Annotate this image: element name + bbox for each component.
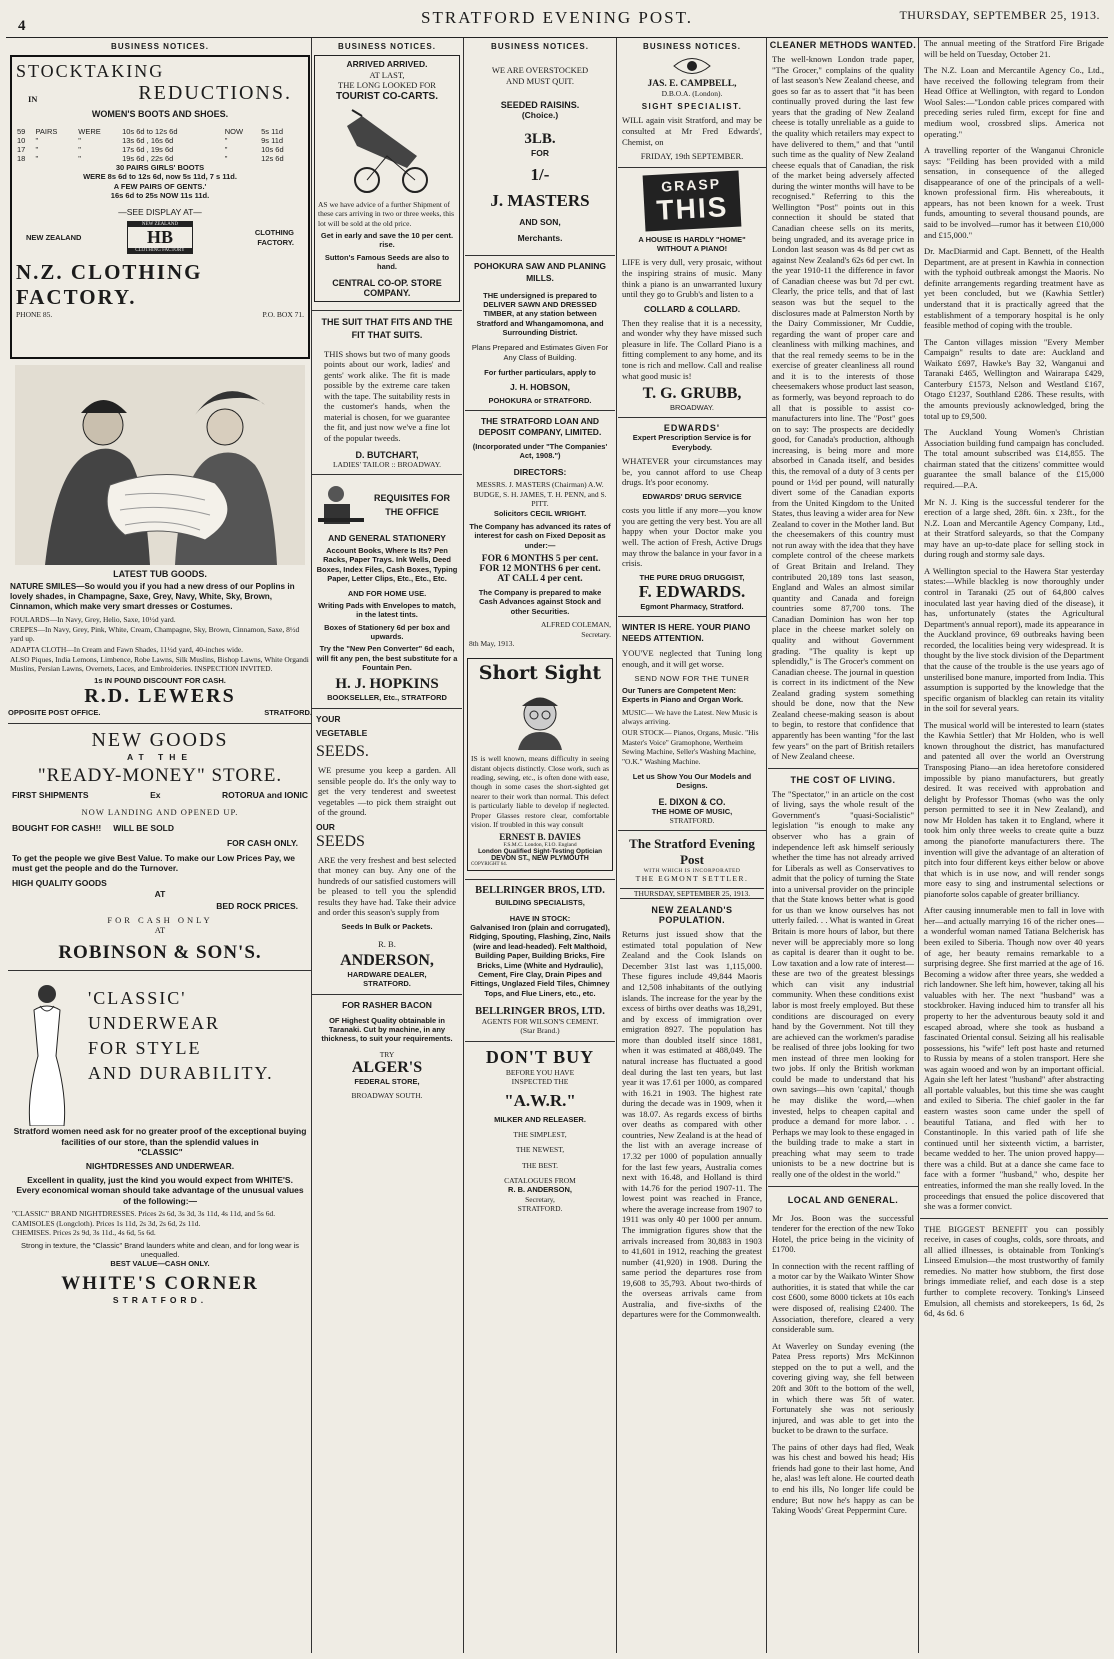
ad-text: —SEE DISPLAY AT—	[118, 206, 202, 217]
clerk-illustration	[316, 480, 366, 530]
ad-text: IN	[28, 94, 38, 105]
co-carts-ad	[314, 55, 460, 302]
ad-title: AND DURABILITY.	[88, 1063, 274, 1084]
ad-title: The Stratford Evening Post	[629, 836, 755, 868]
eye-icon	[672, 55, 712, 77]
column-2	[312, 38, 462, 1653]
ad-title: FOR RASHER BACON	[342, 999, 432, 1010]
paper-nameplate	[618, 836, 766, 899]
ad-text: AND MUST QUIT.	[506, 75, 574, 86]
column-4	[618, 38, 766, 1653]
article-body: The well-known London trade paper, "The Grocer," complains of the quality of last season's New Zealand cheese, and goes so far as to assert that "it has been continually proved during the last few years that the grading of New Zealand cheese is totally unreliable as a guide to the quality which retailers may expect to have delivered to them," and that "until such time as the quality of New Zealand cheese equals that of Canadian, the risk of the market being adversely affected during the winter months will have to be recognised." Referring to this the Wellington "Post" points out in this connection it should be stated that Canadian cheese sells on its merits, being ungraded, and its average price in London last season was 4s 8d per cwt as against New Zealand's 62s 6d per cwt. In the year 1910-11 the difference in favor of Canadian cheese was but 7d per cwt. Clearly, the price tells, and that of last season was but the sequel to the disclosures made at Palmerston North by the Dairy Commissioner, Mr Cuddie, regarding the want of proper care and cleanliness with milking machines, and that the real remedy seems to be in the exercise of greater cleanliness all round and it is to the interests of those cheesemakers whose product last season, as formerly, was beyond reproach to do all that is possible to assist co-manufacturers into line. The "Post" goes on to say: The prospects are decidedly good, for Canada's production, although increasing, is being more and more absorbed in Canada itself, and besides this, the removal of a duty of 3 cents per pound or 1½d per pound, will naturally divert some of the Canadian exports from the United Kingdom to the United States, thus leaving a wider area for New Zealand to cover in the Mother land. But the cheesemakers of this country must not run away with the idea that they have complete control of the cheese markets of Great Britain and Ireland. They contributed 20,189 tons last season, England and Wales an almost similar quantity and Canada and foreign countries some 87,700 tons. The Canadian Dominion has won her top place in the cheese market solely on quality and without Government grading. "The quality is kept up splendidly," is The Grocer's comment on Canadian cheese. The journal in question is correct in its indictment of the New Zealand grading system something should be done, now that the New Zealand cheese-making season is about to begin, to restore that confidence that apparently has been wanting "for the last few years" on the part of British retailers of New Zealand cheese.	[772, 54, 914, 762]
ad-title: VEGETABLE	[316, 728, 368, 739]
ad-text: HIGH QUALITY GOODS	[12, 877, 107, 888]
firm-name: J. MASTERS	[490, 190, 590, 210]
newspaper-title: STRATFORD EVENING POST.	[421, 8, 693, 27]
firm-name: F. EDWARDS.	[638, 582, 746, 601]
firm-name: ANDERSON,	[340, 951, 434, 969]
article-heading: LOCAL AND GENERAL.	[787, 1194, 899, 1205]
ad-text: BOUGHT FOR CASH!!	[12, 823, 102, 834]
ad-text: F.S.M.C. London, F.I.O. England	[503, 842, 577, 849]
ad-text: "CLASSIC"	[137, 1147, 183, 1158]
ad-title: TOURIST CO-CARTS.	[335, 90, 439, 102]
pram-illustration	[327, 106, 447, 196]
price-cell: 10s 6d to 12s 6d	[122, 127, 178, 136]
news-item: A Wellington special to the Hawera Star yesterday states:—While blackleg is now thoroughly under control in Taranaki (25 out of 64,800 calves inoculated last year having died of the disease), it has, unfortunately (states the Agricultural Department's annual report), made its appearance in the Auckland province, 69 outbreaks having been recorded, the localities being very widespread. It is thought by the live stock division of the Department that the cause of the trouble is the use years ago of unsterilised bone manure, imported from India. This assumption is supported by the knowledge that the specific organism of blackleg can retain its vitality in the soil for several years.	[924, 565, 1104, 714]
firm-name: J. H. HOBSON,	[510, 381, 570, 392]
ad-text: YOU'VE neglected that Tuning long enough, and it will get worse.	[622, 648, 762, 670]
ad-title: GRASP	[660, 175, 722, 195]
ad-text: BROADWAY.	[669, 403, 715, 413]
ad-text: FEDERAL STORE,	[354, 1077, 420, 1087]
ad-text: STRATFORD.	[517, 1204, 563, 1214]
price-row	[16, 154, 304, 163]
price-row	[16, 127, 304, 136]
column-3	[465, 38, 615, 1653]
awr-milker-ad	[465, 1047, 615, 1214]
firm-name: R.D. LEWERS	[84, 685, 236, 708]
ad-title: STOCKTAKING	[16, 61, 165, 81]
ad-text: Our Tuners are Competent Men: Experts in Piano and Organ Work.	[622, 685, 744, 705]
edwards-ad	[618, 423, 766, 611]
ad-text: NOW LANDING AND OPENED UP.	[81, 806, 239, 817]
ad-text: ARRIVED ARRIVED.	[346, 59, 428, 69]
firm-name: BELLRINGER BROS, LTD.	[475, 885, 605, 897]
price-cell: WERE	[78, 127, 101, 136]
column-6	[920, 38, 1108, 1653]
price-cell: 17s 6d , 19s 6d	[122, 145, 174, 154]
ad-text: STRATFORD.	[264, 708, 312, 718]
butchart-ad	[312, 316, 462, 469]
ad-title: FOR STYLE	[88, 1038, 202, 1059]
news-item: The N.Z. Loan and Mercantile Agency Co., Ltd., have received the following telegram from their Head Office at Wellington, with regard to London Wool Sales:—"London cable prices compared with preceding series ruled firm, except for fine and medium wool, crossbred slips. America not operating."	[924, 65, 1104, 139]
price-cell: NOW	[224, 127, 244, 136]
ad-text: FOULARDS—In Navy, Grey, Helio, Saxe, 10½d yard.	[10, 614, 176, 624]
ad-text: WITH WHICH IS INCORPORATED	[643, 868, 741, 875]
ad-text: BED ROCK PRICES.	[216, 901, 298, 912]
price-cell: 12s 6d	[261, 154, 284, 163]
whites-ad	[8, 976, 312, 1305]
ad-text: STRATFORD.	[669, 816, 715, 826]
ad-text: London Qualified Sight-Testing Optician	[477, 848, 603, 856]
price-cell: "	[35, 154, 39, 163]
ad-text: MUSIC— We have the Latest. New Music is always arriving.	[622, 707, 758, 727]
ad-text: AT	[154, 925, 166, 936]
price-cell: "	[78, 154, 81, 163]
fabric-shop-illustration	[15, 365, 305, 565]
dixon-ad	[618, 622, 766, 825]
column-header: BUSINESS NOTICES.	[643, 42, 741, 51]
ad-text: HARDWARE DEALER,	[347, 969, 427, 979]
column-header: BUSINESS NOTICES.	[338, 42, 436, 51]
ad-text: Solicitors CECIL WRIGHT.	[493, 508, 587, 518]
short-sight-ad	[467, 658, 613, 871]
news-item: Dr. MacDiarmid and Capt. Bennett, of the Health Department, are at present in Kawhia in connection with the typhoid outbreak amongst the Maoris. No definite arrangements regarding treatment have as yet been concluded, but we (Kawhia Settler) understand that it is practically agreed that the establishment of a temporary hospital is he only feasible method of coping with the trouble.	[924, 246, 1104, 331]
grasp-this-graphic	[643, 170, 742, 231]
ad-text: Secretary.	[581, 629, 611, 639]
ad-text: NEW ZEALAND	[26, 232, 82, 242]
ad-text: ROTORUA and IONIC	[222, 790, 308, 801]
price-cell: 5s 11d	[261, 127, 284, 136]
ad-text: FRIDAY, 19th SEPTEMBER.	[640, 151, 744, 162]
ad-text: Merchants.	[517, 233, 563, 244]
population-article	[618, 905, 766, 1320]
ad-text: WILL BE SOLD	[113, 823, 175, 834]
price-cell: 10	[17, 136, 26, 145]
price-cell: "	[78, 145, 81, 154]
news-item: The musical world will be interested to learn (states the Kawhia Settler) that Mr Holden, who is well known throughout the district, has manufactured and patented all over the world an Overstrung Transposing Piano—an idea heretofore considered impossible by piano manufacturers, but greatly desired. It was received with approbation and delight by Professor Thomas (who was the only person permitted to see it in New Zealand), and now Mr Holden has taken it to England, where it took him only three weeks to create quite a buzz among the pianoforte manufacturers there. The invention will give the advantage of an alteration of pitch into four different keys either below or above that which is in use now, and will render songs more easy to sing and instrumental selections or pianoforte solos capable of greater brilliancy.	[924, 719, 1104, 899]
price-cell: "	[35, 145, 39, 154]
article-body: At Waverley on Sunday evening (the Patea Press reports) Mrs McKinnon stepped on the to put a well, and the covering giving way, she fell between 20ft and 30ft to the bottom of the well, in which there was 5ft of water. Fortunately she was not seriously injured, and was able to get into the bucket to be drawn to the surface.	[772, 1340, 914, 1436]
firm-name: CENTRAL CO-OP. STORE COMPANY.	[332, 277, 442, 298]
ad-text: (Choice.)	[521, 110, 559, 121]
firm-name: ERNEST B. DAVIES	[499, 832, 581, 843]
ad-text: costs you little if any more—you know you are getting the very best. You are all happy when your Doctor make you well. The action of Fresh, Active Drugs may throw the balance in your favor in a crisis.	[622, 505, 762, 569]
firm-name: WHITE'S CORNER	[61, 1272, 259, 1294]
ad-title: YOUR	[316, 713, 341, 724]
ad-title: UNDERWEAR	[88, 1013, 220, 1034]
ad-text: AT	[154, 888, 166, 899]
price-cell: 59	[17, 127, 26, 136]
ad-text: DEVON ST., NEW PLYMOUTH	[491, 855, 589, 863]
firm-name: E. DIXON & CO.	[658, 796, 726, 807]
ad-text: AGENTS FOR WILSON'S CEMENT.	[481, 1017, 599, 1026]
price-cell: PAIRS	[35, 127, 58, 136]
ad-text: IS is well known, means difficulty in seeing distant objects distinctly. Close work, such as reading, sewing, etc., is often done with ease, though in some cases the short-sighted get nearer to their work than normal. This defect is particularly liable to develop if neglected. Proper Glasses restore clear, comfortable vision. If troubled in this way consult	[471, 754, 609, 829]
ad-text: NATURE SMILES—So would you if you had a new dress of our Poplins in lovely shades, in Champagne, Saxe, Grey, Navy, White, Sky, Brown, Cinnamon, which make very smart dresses or Costumes.	[10, 582, 295, 611]
ad-text: THIS shows but two of many goods points about our work, ladies' and gents' work alike. The fit is made possible by the extreme care taken with the tape. The suitability rests in the customer's hands, when the material is chosen, for we guarantee the fit, and just now we've a fine lot of the popular tweeds.	[324, 348, 450, 443]
masters-ad	[465, 55, 615, 250]
anderson-ad	[312, 714, 462, 989]
ad-text: For further particulars, apply to	[484, 368, 596, 378]
ad-text: A FEW PAIRS OF GENTS.'	[113, 181, 207, 191]
ad-text: 16s 6d to 25s NOW 11s 11d.	[110, 191, 210, 201]
ad-text: MILKER AND RELEASER.	[494, 1114, 586, 1124]
ad-text: HAVE IN STOCK:	[509, 913, 571, 923]
price-cell: "	[78, 136, 81, 145]
ad-text: Sutton's Famous Seeds are also to hand.	[324, 252, 450, 272]
ad-text: WHATEVER your circumstances may be, you cannot afford to use Cheap drugs. It's poor economy.	[622, 456, 762, 488]
ad-text: FOR 12 MONTHS 6 per cent.	[479, 564, 601, 574]
ad-title: SEEDED RAISINS.	[500, 100, 580, 111]
ad-text: Get in early and save the 10 per cent. rise.	[320, 231, 454, 250]
ad-text: Galvanised Iron (plain and corrugated), Ridging, Spouting, Flashing, Zinc, Nails (wire and lead-headed). Felt Malthoid, Building Paper, Building Bricks, Fire Bricks, Lime (White and Hydraulic), Cement, Fire Clay, Drain Pipes and Fittings, Unglazed Field Tiles, Chimney Tops, and Flue Liners, etc., etc.	[469, 923, 611, 998]
ad-text: MESSRS. J. MASTERS (Chairman) A.W. BUDGE, S. H. JAMES, T. H. PENN, and S. PITT.	[473, 480, 607, 509]
ad-text: TRY	[379, 1049, 395, 1059]
article-heading: CLEANER METHODS WANTED.	[769, 40, 917, 50]
ad-title: OUR	[316, 821, 335, 832]
ad-title: "READY-MONEY" STORE.	[37, 765, 283, 787]
firm-name: ROBINSON & SON'S.	[58, 942, 262, 964]
ad-text: POHOKURA or STRATFORD.	[488, 395, 592, 405]
ad-title: THIS	[655, 190, 730, 226]
price-cell: 19s 6d , 22s 6d	[122, 154, 174, 163]
logo-text: CLOTHING FACTORY	[128, 248, 192, 253]
ad-text: Stratford women need ask for no greater proof of the exceptional buying facilities of our store, than the splendid values in	[13, 1126, 307, 1147]
article-body: Returns just issued show that the estimated total population of New Zealand and the Cook Islands on December 31st last was 1,115,000. These figures include 49,844 Maoris and 12,508 inhabitants of the outlying islands. The increase for the year by the excess of births over deaths was 18,291, and by excess of immigration over emigration 8927. The population has more than doubled itself since 1881, when it was estimated at 488,049. The natural increase has fluctuated a good deal during the last ten years, but last year it was 17.61 per 1000, as compared with 16.21 in 1903. The highest rate during the decade was in 1909, when it was 18.07. As regards excess of births over deaths as compared with other countries, New Zealand is at the head of the list with an average increase of 17.32 per 1000 of population annually for the last few years, Australia comes next with 16.48, and Holland is third with 14.76 for the period 1907-11. The lowest point was reached in France, where the average increase from 1907 to 1911 was only 40 per 1000 per annum. The immigration figures show that the arrivals increased from 30,883 in 1903 to 41,601 in 1912, reaching the greatest number (41,920) in 1908. During the same period the departures rose from 19,608 to 35,793. About two-thirds of the overseas arrivals came from Australia, and five-sixths of the departures were for the Commonwealth.	[622, 929, 762, 1320]
price-table	[16, 127, 304, 163]
ad-text: Account Books, Where Is Its? Pen Racks, Paper Trays. Ink Wells, Deed Boxes, Index Files, Cash Boxes, Typing Paper, Letter Clips, Etc., Etc., Etc.	[316, 545, 458, 584]
ad-text: Let us Show You Our Models and Designs.	[632, 771, 752, 791]
article-heading: THE COST OF LIVING.	[790, 774, 896, 785]
ad-text: AT LAST,	[369, 69, 405, 80]
ad-text: NIGHTDRESSES AND UNDERWEAR.	[85, 1160, 235, 1171]
ad-title: THE STRATFORD LOAN AND DEPOSIT COMPANY, LIMITED.	[478, 415, 602, 437]
ad-text: CATALOGUES FROM	[504, 1176, 576, 1185]
hopkins-ad	[312, 480, 462, 703]
ad-text: Ex	[150, 790, 161, 801]
ad-text: LIFE is very dull, very prosaic, without the inspiring strains of music. Many think a piano is an unwarranted luxury until they go to Grubb's and listen to a	[622, 257, 762, 300]
news-item: The Auckland Young Women's Christian Association building fund campaign has concluded. The total amount subscribed was £14,855. The chairman stated that the citizens' committee would guarantee the small balance of the £15,000 required.—P.A.	[924, 427, 1104, 490]
ad-text: SEND NOW FOR THE TUNER	[634, 673, 750, 683]
ad-text: CHEMISES. Prices 2s 9d, 3s 11d., 4s 6d, 5s 6d.	[12, 1228, 156, 1238]
ad-title: Expert Prescription Service is for Everybody.	[632, 433, 752, 452]
ad-text: FOR	[531, 147, 549, 158]
ad-subtitle: WOMEN'S BOOTS AND SHOES.	[91, 109, 229, 119]
ad-text: 30 PAIRS GIRLS' BOOTS	[115, 163, 205, 172]
ad-title: A HOUSE IS HARDLY "HOME" WITHOUT A PIANO!	[638, 234, 746, 254]
ad-text: Plans Prepared and Estimates Given For Any Class of Building.	[471, 343, 609, 362]
ad-text: 1s IN POUND DISCOUNT FOR CASH.	[94, 675, 226, 685]
ad-text: STRATFORD.	[363, 979, 411, 989]
ad-title: WINTER IS HERE. YOUR PIANO NEEDS ATTENTION.	[622, 622, 751, 644]
price-cell: 13s 6d , 16s 6d	[122, 136, 174, 145]
ad-text: The Company is prepared to make Cash Advances against Stock and other Securities.	[478, 588, 602, 616]
ad-text: OF Highest Quality obtainable in Taranaki. Cut by machine, in any thickness, to suit your requirements.	[321, 1015, 453, 1044]
price-cell: "	[224, 154, 228, 163]
ad-text: THE SIMPLEST,	[513, 1129, 567, 1139]
ad-text: FOR 6 MONTHS 5 per cent.	[481, 554, 599, 564]
price-row	[16, 145, 304, 154]
ad-text: Then they realise that it is a necessity, and wonder why they have missed such pleasure in life. The Collard Piano is a fitting complement to any home, and its tone is rich and mellow. Call and realise what good music is!	[622, 317, 762, 381]
article-heading: NEW ZEALAND'S POPULATION.	[651, 905, 733, 926]
issue-date: THURSDAY, SEPTEMBER 25, 1913.	[899, 8, 1100, 22]
firm-name: H. J. HOPKINS	[335, 676, 439, 693]
ad-text: Every economical woman should take advantage of the unusual values of the following:—	[16, 1185, 304, 1206]
ad-text: ALFRED COLEMAN,	[540, 620, 611, 630]
ad-text: ADAPTA CLOTH—In Cream and Fawn Shades, 11½d yard, 40-inches wide.	[10, 644, 244, 654]
price-cell: 10s 6d	[261, 145, 284, 154]
ad-text: AT THE	[126, 751, 194, 762]
ad-text: BEST VALUE—CASH ONLY.	[110, 1259, 210, 1269]
ad-text: To get the people we give Best Value. To make our Low Prices Pay, we must get the people and do the Turnover.	[12, 852, 295, 874]
ad-text: Try the "New Pen Converter" 6d each, will fit any pen, the best substitute for a Fountain Pen.	[316, 644, 458, 673]
ad-title: REDUCTIONS.	[138, 82, 292, 104]
firm-name: ALGER'S	[351, 1059, 423, 1077]
news-item: The Canton villages mission "Every Member Campaign" results to date are: Auckland and Waikato £697, Hawke's Bay 32, Wanganui and Taranaki £465, Wellington and Wairarapa £429, Canterbury £1573, Nelson and Westland £167, Otago £1237, Southland £286. These results, with the amounts previously acknowledged, bring the total up to £9,500.	[924, 336, 1104, 421]
ad-text: Strong in texture, the "Classic" Brand launders white and clean, and for long wear is unequalled.	[21, 1240, 299, 1259]
ad-title: "A.W.R."	[504, 1090, 576, 1110]
ad-text: Boxes of Stationery 6d per box and upwards.	[324, 622, 450, 641]
article-body: In connection with the recent raffling of a motor car by the Waikato Winter Show authorities, it is stated that while the car cost £600, some 8000 tickets at 10s each were disposed of, realising £2400. The Association, therefore, cleared a very considerable sum.	[772, 1260, 914, 1335]
robinson-ad	[8, 729, 312, 965]
ad-title: THE SUIT THAT FITS AND THE FIT THAT SUITS.	[321, 316, 453, 340]
ad-text: BEFORE YOU HAVE	[505, 1067, 575, 1077]
ad-text: THE NEWEST,	[515, 1145, 565, 1155]
stocktaking-ad	[10, 55, 310, 359]
campbell-ad	[618, 55, 766, 162]
ad-text: ALSO Piques, India Lemons, Limbence, Robe Lawns, Silk Muslins, Bishop Lawns, White Organdi Muslins, Persian Lawns, Overnets, Laces, and Embroideries. INSPECTION INVITED.	[10, 655, 309, 674]
firm-name: BELLRINGER BROS, LTD.	[475, 1006, 605, 1017]
ad-text: BUILDING SPECIALISTS,	[495, 898, 585, 908]
ad-text: Secretary,	[525, 1194, 555, 1204]
ad-text: CAMISOLES (Longcloth). Prices 1s 11d, 2s 3d, 2s 6d, 2s 11d.	[12, 1218, 201, 1228]
news-item: After causing innumerable men to fall in love with her—and actually marrying 16 of the richer ones—a wonderful woman named Tatiana Belcherisk has been exiled to Siberia. Though now over 40 years of age, her beauty remains remarkable to a surprising degree. She first married at the age of 16. Becoming a widow after three years, she wedded a rich landowner. She left him, however, taking all his valuables with her. The next "husband" was a stockbroker. Having induced him to transfer all his property to her the adventurous beauty sold it and escaped abroad, where she took as husband a fascinated Oriental consul. Seizing all his realisable possessions, his "wife" left post haste and returned to Russia by means of a stolen transport. Here she was again wooed and won by an important official. Again she left her latest "husband" after abstracting all portable valuables, but this time she was caught and exiled to Siberia. The chief gaoler in the far eastern wastes soon came under the spell of beautiful Tatiana, and fled with her to Constantinople. In this varied path of life she continued until her sixteenth victim, a barrister, became wedded to her. The union proved happy—there was a child. But at a dance she came face to face with a former "husband," who, despite her entreaties, informed the man she really loved. In the proceedings that ensued the police discovered that she was a former convict.	[924, 905, 1104, 1212]
bellringer-ad	[465, 885, 615, 1036]
grubb-piano-ad	[618, 173, 766, 413]
price-row	[16, 136, 304, 145]
ad-text: THE undersigned is prepared to DELIVER SAWN AND DRESSED TIMBER, at any station between Stratford and Whangamomona, and Surrounding District.	[476, 290, 604, 338]
ad-title: NEW GOODS	[91, 728, 229, 751]
ad-title: SEEDS	[316, 832, 365, 850]
logo-text: NEW ZEALAND	[128, 222, 192, 227]
ad-text: WERE 8s 6d to 12s 6d, now 5s 11d, 7 s 11d.	[83, 172, 237, 182]
ad-text: Excellent in quality, just the kind you would expect from WHITE'S.	[27, 1174, 293, 1185]
logo-mark: HB	[146, 227, 173, 248]
price-cell: 18	[17, 154, 26, 163]
ad-text: INSPECTED THE	[511, 1077, 569, 1087]
article-body: The "Spectator," in an article on the cost of living, says the whole result of the Government's "quasi-Socialistic" legislation "is enough to make any observer who has a grain of independence left ask himself seriously whether the time has not already arrived for Liberals as well as Conservatives to admit that the policy of turning the State into a universal provider on the principle that the State knows better what is good for us than we know ourselves has not utterly failed. . . What is wanted in Great Britain is more hours of labor, but there never will be appreciably more so long as capital is dearer than it ought to be. Low taxation and a low rate of interest—these are two of the greatest blessings which can visit any industrial community. When these conditions exist labor is most freely employed. But these conditions are discouraged on every hand by the Government. Not till they are achieved can the workmen's paradise be realised of three jobs looking for two men instead of three men looking for two jobs. If only the British workman could be made to understand that his own savings—his own 'capital,' though he may dislike the word,—when invested, helps to cheapen capital and produce a demand for more labor. . . Perhaps we may look to these engaged in the building trade to make a start in preaching what may seem to trade unionists to be a new doctrine but is really one of the oldest in the world."	[772, 788, 914, 1179]
news-item: THE BIGGEST BENEFIT you can possibly receive, in cases of coughs, colds, sore throats, and all allied illnesses, is obtainable from Tonking's Linseed Emulsion—the most trustworthy of family remedies. No matter how stubborn, the first dose brings immediate relief, and each dose is a step further to complete recovery. Tonking's Linseed Emulsion, all chemists and storekeepers, 1s 6d, 2s 6d, 4s 6d. 6	[924, 1223, 1104, 1319]
ad-text: COPYRIGHT 64.	[471, 862, 508, 868]
ad-text: (Incorporated under "The Companies' Act, 1908.")	[472, 442, 608, 461]
page-number: 4	[18, 18, 26, 34]
ad-text: FOR CASH ONLY.	[226, 838, 298, 849]
ad-text: D.B.O.A. (London).	[661, 89, 723, 98]
column-header: BUSINESS NOTICES.	[111, 42, 209, 51]
ad-text: FOR CASH ONLY	[107, 914, 213, 925]
ad-text: THE HOME OF MUSIC,	[651, 806, 733, 816]
firm-name: N.Z. CLOTHING FACTORY.	[16, 260, 203, 310]
ad-text: COLLARD & COLLARD.	[643, 303, 741, 314]
ad-text: AS we have advice of a further Shipment of these cars arriving in two or three weeks, this lot will be sold at the old price.	[318, 199, 454, 228]
ad-text: 3LB.	[524, 130, 556, 147]
ad-title: POHOKURA SAW AND PLANING MILLS.	[473, 260, 607, 283]
ad-text: EDWARDS' DRUG SERVICE	[642, 491, 742, 501]
ad-text: WILL again visit Stratford, and may be consulted at Mr Fred Edwards', Chemist, on	[622, 115, 762, 147]
ad-title: REQUISITES FOR THE OFFICE	[373, 492, 450, 517]
ad-text: 8th May, 1913.	[469, 638, 515, 648]
issue-date: THURSDAY, SEPTEMBER 25, 1913.	[620, 888, 764, 899]
ad-text: THE LONG LOOKED FOR	[338, 80, 436, 91]
column-header: BUSINESS NOTICES.	[491, 42, 589, 51]
ad-heading: LATEST TUB GOODS.	[113, 569, 207, 579]
masthead	[0, 0, 1114, 32]
ad-text: ARE the very freshest and best selected that money can buy. Any one of the hundreds of our satisfied customers will be pleased to tell you the splendid results they have had. Take their advice and order this season's supply from	[318, 854, 456, 918]
ad-text: CLOTHING FACTORY.	[254, 228, 294, 247]
firm-name: JAS. E. CAMPBELL,	[647, 79, 737, 89]
ad-text: THE PURE DRUG DRUGGIST,	[639, 572, 745, 582]
ad-text: The Company has advanced its rates of interest for cash on Fixed Deposit as under:—	[469, 521, 611, 550]
ad-text: (Star Brand.)	[520, 1026, 560, 1036]
ad-text: BOOKSELLER, Etc., STRATFORD	[327, 693, 447, 703]
ad-title: SEEDS.	[316, 743, 369, 761]
article-body: Mr Jos. Boon was the successful tenderer for the erection of the new Toko Hotel, the price being in the vicinity of £1700.	[772, 1212, 914, 1255]
ad-text: 1/-	[530, 164, 550, 184]
article-body: The pains of other days had fled, Weak was his chest and bowed his head; His friends had gone to their last home, And he, alas! was left alone. He courted death to end his ills, No longer life could be endure; But now he's happy as can be Taking Woods' Great Peppermint Cure.	[772, 1441, 914, 1516]
loan-company-ad	[465, 416, 615, 648]
ad-title: EDWARDS'	[663, 423, 721, 434]
ad-text: LADIES' TAILOR :: BROADWAY.	[332, 459, 442, 469]
ad-text: Seeds In Bulk or Packets.	[341, 921, 433, 931]
ad-text: Writing Pads with Envelopes to match, in the latest tints.	[318, 600, 456, 620]
lewers-ad	[8, 365, 312, 718]
ad-text: BROADWAY SOUTH.	[351, 1090, 423, 1100]
ad-text: OUR STOCK— Pianos, Organs, Music. "His Master's Voice" Gramophone, Wertheim Sewing Machine, Seller's Washing Machine, "O.K." Washing Machine.	[622, 728, 759, 766]
ad-text: "CLASSIC" BRAND NIGHTDRESSES. Prices 2s 6d, 3s 3d, 3s 11d, 4s 11d, and 5s 6d.	[12, 1209, 276, 1219]
ad-text: THE BEST.	[521, 1160, 559, 1170]
price-cell: "	[224, 136, 228, 145]
ad-text: P.O. BOX 71.	[262, 310, 304, 320]
ad-text: AND FOR HOME USE.	[347, 589, 427, 599]
ad-text: WE presume you keep a garden. All sensible people do. It's the only way to get the very tenderest and sweetest vegetables —to pick them straight out of the ground.	[318, 765, 456, 818]
ad-text: STRATFORD.	[112, 1294, 208, 1305]
pohokura-ad	[465, 261, 615, 405]
price-cell: 9s 11d	[261, 136, 284, 145]
price-cell: 17	[17, 145, 26, 154]
ad-title: Short Sight	[478, 662, 602, 685]
ad-text: THE EGMONT SETTLER.	[635, 874, 749, 884]
ad-text: DIRECTORS:	[513, 466, 567, 477]
lady-figure-illustration	[12, 976, 82, 1126]
price-cell: "	[224, 145, 228, 154]
man-in-glasses-illustration	[500, 688, 580, 750]
ad-text: PHONE 85.	[16, 310, 53, 320]
news-item: A travelling reporter of the Wanganui Chronicle says: "Feilding has been provided with a mild sensation, in consequence of the alleged disappearance of one of the principals of a well-known professional firm. His whereabouts, it appears, has not been known for a week. Trust funds, amounting to several thousand pounds, are said to be involved—rumor has it between £10,000 and £15,000."	[924, 145, 1104, 240]
firm-name: T. G. GRUBB,	[642, 385, 742, 403]
ad-text: CREPES—In Navy, Grey, Pink, White, Cream, Champagne, Sky, Brown, Cinnamon, Saxe, 8½d yard up.	[10, 624, 300, 644]
ad-title: AND GENERAL STATIONERY	[328, 532, 446, 543]
alger-ad	[312, 1000, 462, 1100]
ad-text: Egmont Pharmacy, Stratford.	[640, 602, 744, 611]
firm-name: D. BUTCHART,	[355, 449, 419, 460]
ad-title: 'CLASSIC'	[88, 988, 187, 1009]
ad-title: DON'T BUY	[485, 1046, 595, 1067]
column-5	[768, 38, 918, 1653]
ad-text: WE ARE OVERSTOCKED	[491, 65, 589, 75]
price-cell: "	[35, 136, 39, 145]
ad-text: AT CALL 4 per cent.	[497, 574, 583, 584]
hb-logo	[127, 221, 193, 254]
news-item: The annual meeting of the Stratford Fire Brigade will be held on Tuesday, October 21.	[924, 38, 1104, 59]
ad-text: OPPOSITE POST OFFICE.	[8, 708, 101, 718]
ad-text: R. B.	[378, 939, 396, 950]
ad-text: R. B. ANDERSON,	[508, 1185, 572, 1195]
news-item: Mr N. J. King is the successful tenderer for the erection of a large shed, 28ft. 6in. x 23ft., for the N.Z. Loan and Mercantile Agency Company, Ltd., at their Stratford saleyards, so that the Company may have an up-to-date place for selling stock in during rough and stormy sale days.	[924, 496, 1104, 560]
ad-title: SIGHT SPECIALIST.	[641, 102, 743, 112]
ad-text: AND SON,	[519, 216, 561, 227]
ad-text: FIRST SHIPMENTS	[12, 790, 89, 801]
column-1	[8, 38, 312, 1653]
